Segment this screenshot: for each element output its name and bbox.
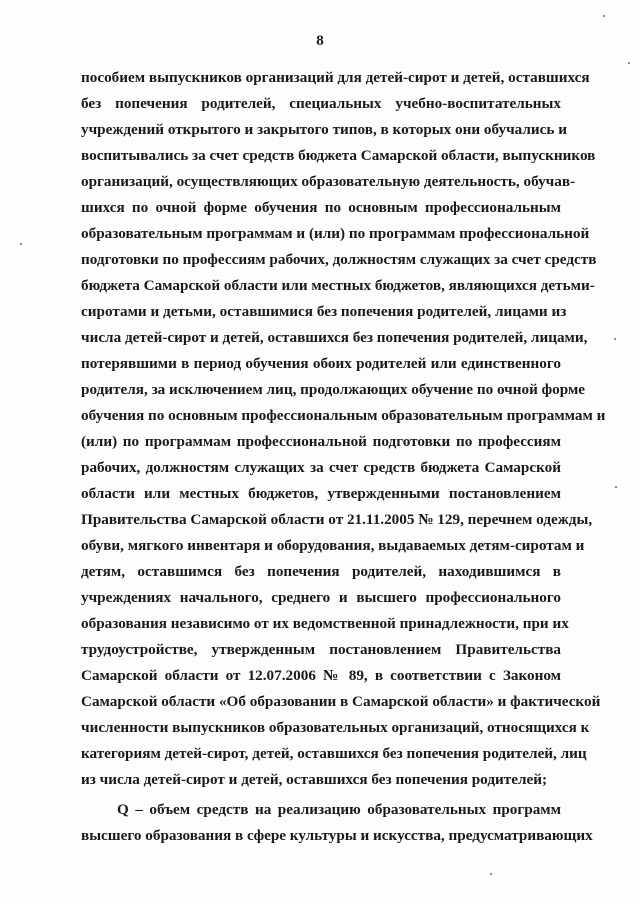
scan-speck: [615, 486, 617, 488]
text-line: родителя, за исключением лиц, продолжающих обучение по очной форме: [81, 381, 586, 398]
text-line: Самарской области «Об образовании в Самарской области» и фактической: [81, 693, 601, 710]
text-line: (или) по программам профессиональной подготовки по профессиям: [81, 433, 561, 450]
text-line: рабочих, должностям служащих за счет средств бюджета Самарской: [81, 459, 561, 476]
text-line: детям, оставшимся без попечения родителей, находившимся в: [81, 563, 561, 580]
text-line: из числа детей-сирот и детей, оставшихся без попечения родителей;: [81, 771, 548, 788]
scan-speck: [614, 338, 616, 340]
text-line: воспитывались за счет средств бюджета Самарской области, выпускников: [81, 147, 596, 164]
text-line: сиротами и детьми, оставшимися без попечения родителей, лицами из: [81, 303, 567, 320]
page-number: 8: [316, 33, 324, 49]
text-line: категориям детей-сирот, детей, оставшихся без попечения родителей, лиц: [81, 745, 587, 762]
text-line: шихся по очной форме обучения по основным профессиональным: [81, 199, 561, 216]
text-line: области или местных бюджетов, утвержденными постановлением: [81, 485, 561, 502]
text-line: организаций, осуществляющих образовательную деятельность, обучав-: [81, 173, 576, 190]
text-line: трудоустройстве, утвержденным постановлением Правительства: [81, 641, 561, 658]
text-line: подготовки по профессиям рабочих, должностям служащих за счет средств: [81, 251, 597, 268]
scan-speck: [628, 62, 630, 64]
text-line: обучения по основным профессиональным образовательным программам и: [81, 407, 606, 424]
scan-speck: [603, 15, 605, 17]
text-line: образовательным программам и (или) по программам профессиональной: [81, 225, 590, 242]
text-line: числа детей-сирот и детей, оставшихся без попечения родителей, лицами,: [81, 329, 588, 346]
text-line: учреждений открытого и закрытого типов, в которых они обучались и: [81, 121, 568, 138]
text-line: Правительства Самарской области от 21.11.2005 № 129, перечнем одежды,: [81, 511, 593, 528]
text-line: учреждениях начального, среднего и высшего профессионального: [81, 589, 561, 606]
text-line: Q – объем средств на реализацию образовательных программ: [117, 801, 561, 818]
scan-speck: [20, 243, 22, 245]
scan-speck: [490, 873, 492, 875]
text-line: образования независимо от их ведомственной принадлежности, при их: [81, 615, 569, 632]
text-line: потерявшими в период обучения обоих родителей или единственного: [81, 355, 561, 372]
text-line: бюджета Самарской области или местных бюджетов, являющихся детьми-: [81, 277, 595, 294]
text-line: Самарской области от 12.07.2006 № 89, в соответствии с Законом: [81, 667, 561, 684]
text-line: без попечения родителей, специальных учебно-воспитательных: [81, 95, 561, 112]
text-line: обуви, мягкого инвентаря и оборудования, выдаваемых детям-сиротам и: [81, 537, 585, 554]
text-line: пособием выпускников организаций для детей-сирот и детей, оставшихся: [81, 69, 590, 86]
text-line: высшего образования в сфере культуры и искусства, предусматривающих: [81, 827, 593, 844]
text-line: численности выпускников образовательных организаций, относящихся к: [81, 719, 590, 736]
